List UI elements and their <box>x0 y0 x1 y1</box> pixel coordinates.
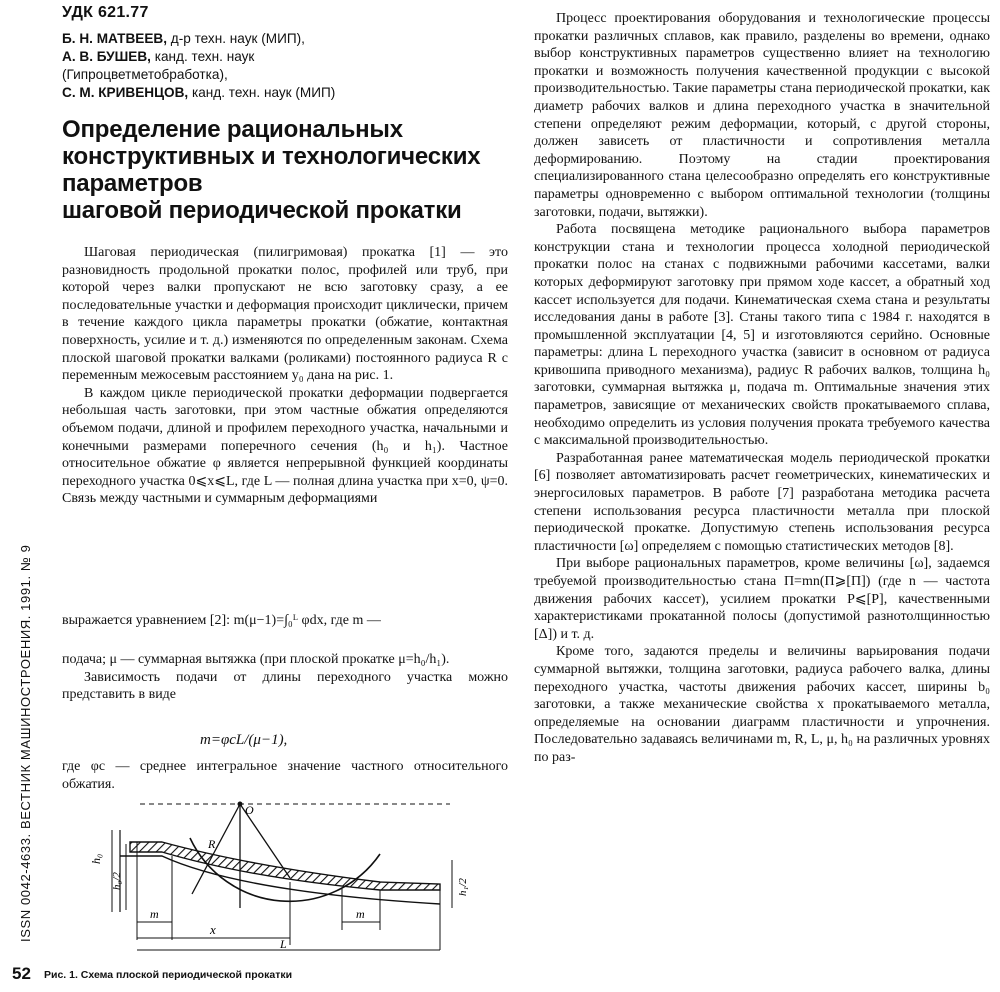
label-m: m <box>356 907 365 921</box>
label-h1-half: h₁/2 <box>457 878 469 896</box>
udk-code: УДК 621.77 <box>62 4 149 21</box>
label-l: L <box>280 937 287 951</box>
left-column-block-4 <box>62 758 508 793</box>
journal-spine-text: ISSN 0042-4633. ВЕСТНИК МАШИНОСТРОЕНИЯ. 1991. № 9 <box>18 544 33 942</box>
paragraph: Разработанная ранее математическая модель периодической прокатки [6] позволяет автоматизировать расчет геометрических, кинематических и энергосиловых параметров. В работе [7] разработана методика расчета степени использования ресурса пластичности металла при плоской периодической прокатке. Допустимую степень использования ресурса пластичности [ω] определяем с помощью статистических методов [8]. <box>534 450 990 554</box>
title-line: конструктивных и технологических <box>62 143 481 170</box>
left-column-block-1 <box>62 244 508 508</box>
author-affiliation: (Гипроцветметобработка), <box>62 67 228 82</box>
label-r: R <box>208 837 216 851</box>
radius-line <box>192 804 240 894</box>
label-h0-half: h₀/2 <box>111 872 123 890</box>
left-column-block-3 <box>62 651 508 704</box>
formula: m=φcL/(μ−1), <box>200 732 288 748</box>
article-title <box>62 116 522 224</box>
figure-caption: Рис. 1. Схема плоской периодической прокатки <box>44 969 293 981</box>
paragraph: В каждом цикле периодической прокатки деформации подвергается небольшая часть заготовки, при этом частные обжатия определяются объемом подачи, длиной и профилем переходного участка, начальными и конечными размерами поперечного сечения (h₀ и h₁). Частное относительное обжатие φ является непрерывной функцией координаты переходного участка 0⩽x⩽L, где L — полная длина участка при x=0, ψ=0. Связь между частными и суммарным деформациями <box>62 385 508 507</box>
left-column-block-2 <box>62 612 508 630</box>
paragraph: Процесс проектирования оборудования и технологические процессы прокатки различных сплавов, как правило, разделены во времени, однако выбор конструктивных параметров существенно влияет на технологию прокатки и возможность получения качественной продукции с высокой производительностью. Такие параметры стана периодической прокатки, как диаметр рабочих валков и длина переходного участка в значительной степени определяют режим деформации, который, с другой стороны, должен зависеть от пластичности и сопротивления металла деформированию. Поэтому на стадии проектирования специализированного стана целесообразно определять его конструктивные параметры одновременно с выбором оптимальной технологии (толщины заготовки, подачи, вытяжки). <box>534 11 990 220</box>
author-name: С. М. КРИВЕНЦОВ, <box>62 85 189 100</box>
author-name: А. В. БУШЕВ, <box>62 49 151 64</box>
title-line: шаговой периодической прокатки <box>62 197 462 224</box>
paragraph: Шаговая периодическая (пилигримовая) прокатка [1] — это разновидность продольной прокатки полос, профилей или труб, при которой через валки пропускают не всю заготовку сразу, а ее последовательные участки и деформация происходит циклически, причем в течение каждого цикла параметры прокатки (обжатие, контактная поверхность, усилие и т. д.) изменяются по определенным законам. Схема плоской шаговой прокатки валками (роликами) постоянного радиуса R с переменным межосевым расстоянием y₀ дана на рис. 1. <box>62 245 508 384</box>
workpiece-strip <box>130 842 440 890</box>
paragraph: При выборе рациональных параметров, кроме величины [ω], задаемся требуемой производительностью стана П=mn(П⩾[П]) (где n — частота движения рабочих кассет), усилием прокатки P⩽[P], качественными характеристиками прокатанной полосы (допустимой разнотолщинностью [Δ]) и т. д. <box>534 556 990 642</box>
author-line <box>62 84 502 102</box>
rolling-scheme-figure <box>80 800 510 958</box>
paragraph: подача; μ — суммарная вытяжка (при плоской прокатке μ=h₀/h₁). <box>62 652 450 667</box>
author-credentials: канд. техн. наук (МИП) <box>188 85 336 100</box>
label-h0: h₀ <box>89 853 103 864</box>
author-line <box>62 48 502 66</box>
paragraph: выражается уравнением [2]: m(μ−1)=∫₀ᴸ φdx, где m — <box>62 613 381 628</box>
label-o: O <box>245 803 254 817</box>
page-number: 52 <box>12 964 31 983</box>
author-name: Б. Н. МАТВЕЕВ, <box>62 31 168 46</box>
author-line <box>62 66 502 84</box>
title-line: Определение рациональных <box>62 116 403 143</box>
title-line: параметров <box>62 170 203 197</box>
paragraph: Зависимость подачи от длины переходного участка можно представить в виде <box>62 669 508 703</box>
label-x: x <box>210 922 216 937</box>
label-m: m <box>150 907 159 921</box>
author-list <box>62 30 502 102</box>
right-column <box>534 10 990 767</box>
author-credentials: канд. техн. наук <box>150 49 255 64</box>
paragraph: где φc — среднее интегральное значение частного относительного обжатия. <box>62 759 508 792</box>
paragraph: Работа посвящена методике рационального выбора параметров конструкции стана и технологии процесса холодной периодической прокатки полос на станах с подвижными рабочими кассетами, валки которых деформируют заготовку при прямом ходе кассет, а обратный ход кассет используется для подачи. Кинематическая схема стана и результаты исследования даны в работе [3]. Станы такого типа с 1984 г. находятся в промышленной эксплуатации [4, 5] и изготовляются серийно. Основные параметры: длина L переходного участка (зависит в основном от радиуса кривошипа приводного механизма), радиус R рабочих валков, толщина h₀ заготовки, суммарная вытяжка μ, подача m. Оптимальные значения этих параметров, зависящие от механических свойств прокатываемого сплава, необходимо определить из условия получения проката требуемого качества с максимальной производительностью. <box>534 222 990 449</box>
author-credentials: д-р техн. наук (МИП), <box>167 31 305 46</box>
author-line <box>62 30 502 48</box>
paragraph: Кроме того, задаются пределы и величины варьирования подачи суммарной вытяжки, толщина заготовки, радиуса рабочего валка, длины переходного участка, частоты движения рабочих кассет, ширины b₀ заготовки, а также механические свойства x прокатываемого металла, определяемые на основании диаграмм пластичности и упрочнения. Последовательно задаваясь величинами m, R, L, μ, h₀ на различных уровнях по раз- <box>534 644 990 765</box>
